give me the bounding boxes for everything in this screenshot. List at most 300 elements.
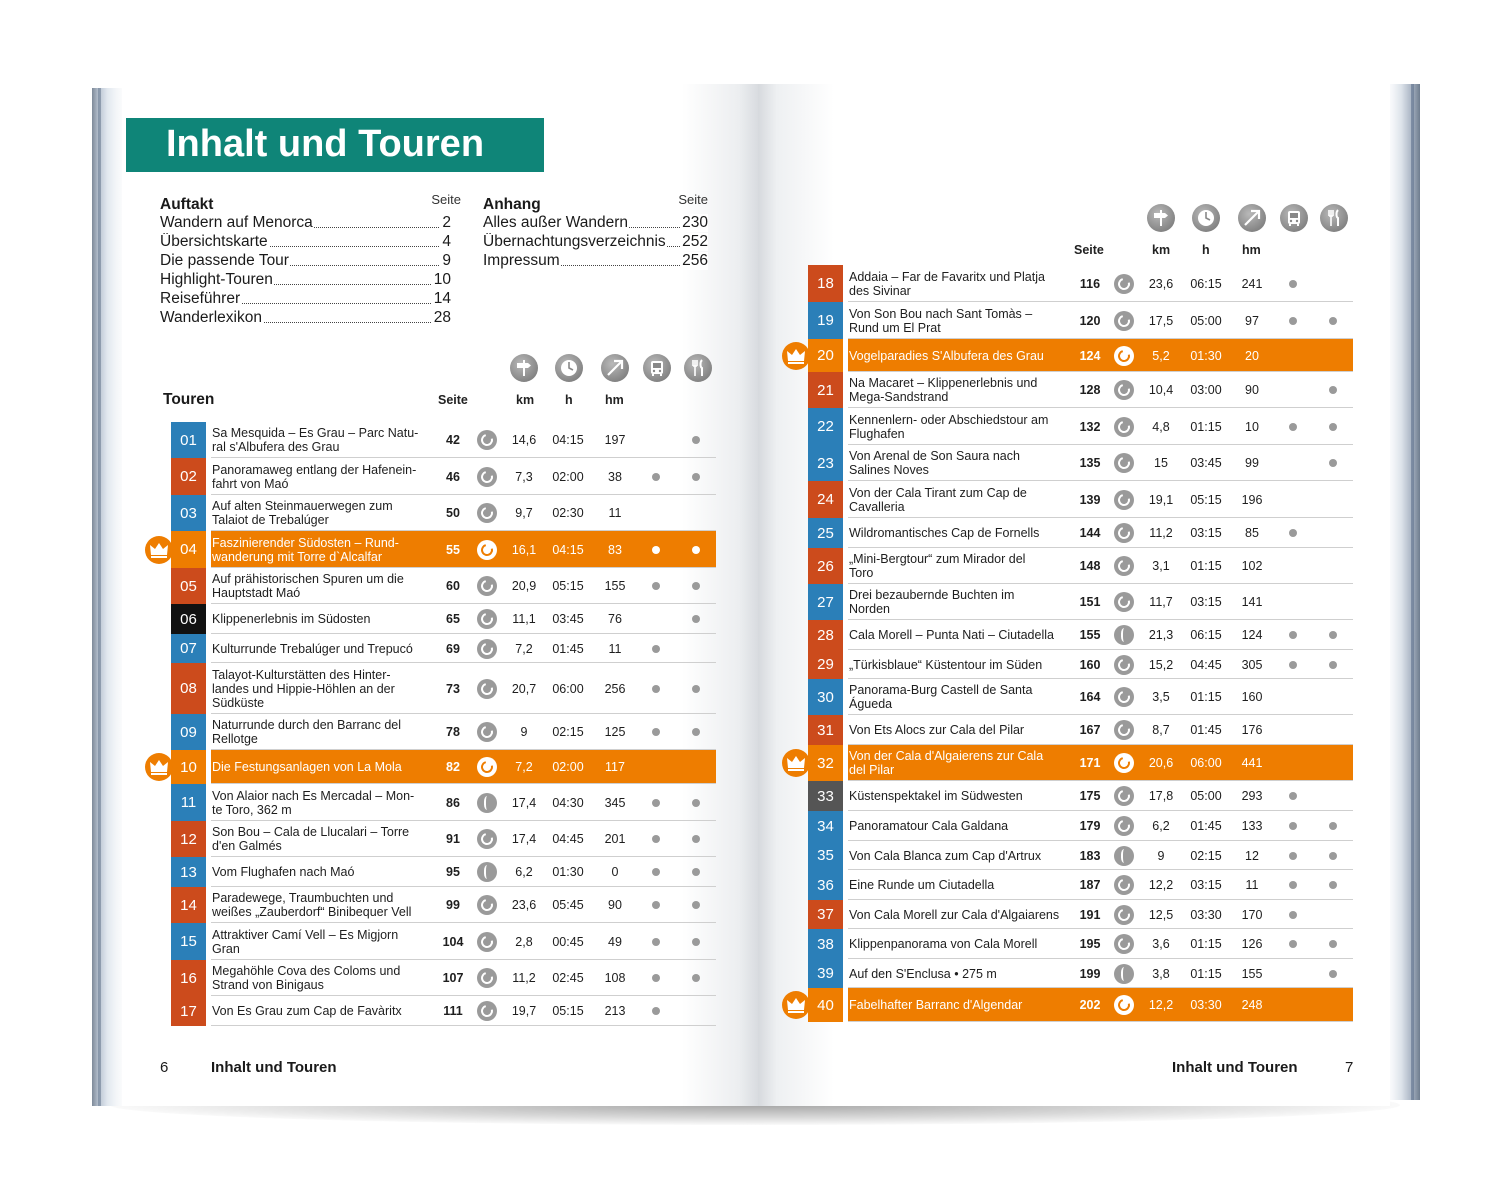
toc-auftakt-seite-label: Seite [431, 192, 461, 207]
highlight-crown-icon [782, 342, 810, 370]
bus-icon [643, 354, 671, 382]
tour-title: Fabelhafter Barranc d'Algendar [849, 998, 1023, 1012]
tour-km: 19,7 [511, 1004, 537, 1018]
tour-h: 03:45 [552, 612, 584, 626]
tour-row[interactable] [808, 620, 1353, 650]
tour-number: 29 [808, 650, 843, 679]
tour-hm: 11 [1245, 878, 1259, 892]
tour-hm: 160 [1241, 690, 1263, 704]
tour-hm: 76 [608, 612, 622, 626]
book-edge-right [1386, 84, 1420, 1100]
tour-title: Kulturrunde Trebalúger und Trepucó [212, 641, 413, 656]
tour-number: 09 [171, 714, 206, 750]
tour-hm: 85 [1245, 526, 1259, 540]
tour-page: 116 [1079, 276, 1101, 291]
food-available-dot [1329, 423, 1337, 431]
food-available-dot [692, 546, 700, 554]
tour-page: 187 [1079, 878, 1101, 892]
tour-h: 01:15 [1190, 937, 1222, 951]
clock-icon [555, 354, 583, 382]
tour-number: 24 [808, 481, 843, 518]
tour-h: 03:45 [1190, 456, 1222, 470]
tour-number: 22 [808, 408, 843, 445]
tour-page: 183 [1079, 848, 1101, 863]
tour-title: Vom Flughafen nach Maó [212, 865, 355, 879]
food-available-dot [1329, 940, 1337, 948]
tour-km: 16,1 [511, 542, 537, 557]
tour-number: 38 [808, 929, 843, 959]
tour-row[interactable] [808, 265, 1353, 302]
tour-h: 05:45 [552, 898, 584, 912]
bus-available-dot [652, 901, 660, 909]
tour-row[interactable] [808, 584, 1353, 620]
footer-right-page-number: 7 [1345, 1059, 1354, 1076]
one-way-route-icon [477, 862, 497, 882]
tour-title: „Mini-Bergtour“ zum Mirador del Toro [849, 552, 1026, 580]
tour-hm: 126 [1241, 937, 1263, 951]
tour-km: 3,6 [1152, 937, 1170, 951]
tour-h: 05:00 [1190, 313, 1222, 328]
toc-anhang-heading: Anhang [483, 196, 541, 213]
footer-left-page-number: 6 [160, 1059, 169, 1076]
tour-km: 11,1 [512, 612, 536, 626]
tour-title: Von der Cala Tirant zum Cap de Cavalleria [849, 485, 1027, 514]
tour-row[interactable] [171, 495, 716, 531]
tour-row[interactable] [808, 679, 1353, 715]
tour-number: 35 [808, 841, 843, 870]
tour-number: 10 [171, 750, 206, 784]
tour-h: 01:45 [1190, 723, 1222, 737]
toc-anhang [483, 192, 708, 286]
tour-km: 5,2 [1152, 348, 1170, 363]
tour-title: Von Son Bou nach Sant Tomàs – Rund um El Prat [849, 306, 1033, 335]
tour-number: 34 [808, 811, 843, 841]
tour-hm: 293 [1241, 789, 1263, 803]
tour-h: 04:45 [1190, 657, 1222, 672]
tour-page: 179 [1079, 819, 1101, 833]
tour-km: 14,6 [511, 433, 537, 447]
tour-hm: 49 [608, 934, 622, 949]
tour-row[interactable] [808, 339, 1353, 372]
bus-available-dot [1289, 631, 1297, 639]
tour-row[interactable] [808, 548, 1353, 584]
bus-available-dot [1289, 792, 1297, 800]
tour-row[interactable] [808, 870, 1353, 900]
bus-available-dot [652, 974, 660, 982]
title-banner [126, 118, 544, 172]
tour-km: 8,7 [1152, 723, 1170, 737]
tour-hm: 256 [604, 681, 626, 696]
tour-row[interactable] [808, 302, 1353, 339]
tour-hm: 201 [604, 832, 626, 846]
round-trip-icon [477, 722, 497, 742]
bus-icon [1280, 204, 1308, 232]
tour-row[interactable] [808, 481, 1353, 518]
bus-available-dot [652, 728, 660, 736]
highlight-crown-icon [782, 749, 810, 777]
food-available-dot [692, 473, 700, 481]
round-trip-icon [1114, 592, 1134, 612]
tour-title: Sa Mesquida – Es Grau – Parc Natu- ral s'Albufera des Grau [212, 426, 419, 454]
tour-page: 132 [1079, 419, 1101, 434]
tour-page: 135 [1079, 456, 1101, 470]
tour-row[interactable] [171, 784, 716, 821]
tour-page: 120 [1079, 313, 1101, 328]
tour-hm: 38 [608, 469, 622, 484]
round-trip-icon [477, 1001, 497, 1021]
tour-row[interactable] [808, 929, 1353, 959]
tour-hm: 125 [604, 725, 626, 739]
toc-entry [483, 252, 708, 271]
tour-h: 01:15 [1190, 966, 1222, 981]
toc-entry-page: 10 [433, 271, 451, 288]
tour-number: 12 [171, 821, 206, 857]
round-trip-icon [477, 829, 497, 849]
toc-entry-page: 252 [682, 233, 708, 250]
toc-entry [483, 214, 708, 233]
col-hm-right: hm [1242, 243, 1261, 257]
round-trip-icon [1114, 720, 1134, 740]
round-trip-icon [1114, 453, 1134, 473]
bus-available-dot [652, 582, 660, 590]
tour-km: 3,8 [1152, 966, 1170, 981]
tour-h: 01:30 [552, 865, 584, 879]
toc-entry-label: Alles außer Wandern [483, 214, 629, 231]
tour-hm: 197 [604, 433, 626, 447]
round-trip-icon [1114, 816, 1134, 836]
tour-number: 23 [808, 445, 843, 481]
tour-km: 12,2 [1148, 878, 1174, 892]
tour-title: Panoramatour Cala Galdana [849, 819, 1009, 833]
tour-title: Von Ets Alocs zur Cala del Pilar [849, 723, 1025, 737]
tour-row[interactable] [171, 857, 716, 887]
toc-entry-page: 4 [442, 233, 451, 250]
tour-hm: 11 [608, 506, 622, 520]
tour-hm: 441 [1241, 756, 1263, 770]
round-trip-icon [477, 430, 497, 450]
tour-number: 11 [171, 784, 206, 821]
tour-number: 37 [808, 900, 843, 929]
tour-page: 42 [446, 433, 460, 447]
tour-h: 05:15 [552, 1004, 584, 1018]
tour-row[interactable] [171, 458, 716, 495]
round-trip-icon [1114, 490, 1134, 510]
tour-number: 30 [808, 679, 843, 715]
tour-h: 04:15 [552, 542, 584, 557]
tour-number: 40 [808, 988, 843, 1022]
tour-km: 11,2 [1149, 526, 1173, 540]
toc-auftakt [160, 192, 461, 336]
round-trip-icon [477, 679, 497, 699]
tour-hm: 20 [1245, 348, 1259, 363]
tour-title: Die Festungsanlagen von La Mola [212, 760, 402, 774]
tour-number: 25 [808, 518, 843, 548]
tour-page: 175 [1079, 789, 1101, 803]
one-way-route-icon [1114, 625, 1134, 645]
bus-available-dot [652, 685, 660, 693]
tour-title: Auf den S'Enclusa • 275 m [849, 966, 997, 981]
tour-row[interactable] [808, 408, 1353, 445]
toc-entry-page: 28 [433, 309, 451, 326]
tour-h: 05:15 [1190, 492, 1222, 507]
tour-row[interactable] [171, 821, 716, 857]
tour-title: Paradewege, Traumbuchten und weißes „Zauberdorf“ Binibequer Vell [212, 891, 412, 919]
tour-hm: 124 [1241, 628, 1263, 642]
highlight-crown-icon [782, 991, 810, 1019]
tour-number: 33 [808, 781, 843, 811]
tour-h: 06:00 [1190, 756, 1222, 770]
round-trip-icon [477, 639, 497, 659]
tour-h: 06:15 [1190, 628, 1222, 642]
restaurant-icon [684, 354, 712, 382]
col-h-left: h [565, 393, 573, 407]
tour-km: 23,6 [1148, 276, 1174, 291]
tour-title: Küstenspektakel im Südwesten [849, 789, 1023, 803]
toc-entry-page: 2 [442, 214, 451, 231]
tour-title: Auf prähistorischen Spuren um die Hauptstadt Maó [212, 572, 404, 600]
tour-number: 17 [171, 996, 206, 1026]
bus-available-dot [1289, 881, 1297, 889]
tour-row[interactable] [808, 781, 1353, 811]
tour-row[interactable] [808, 900, 1353, 929]
tour-page: 139 [1079, 492, 1101, 507]
tour-page: 124 [1079, 348, 1101, 363]
tour-title: Klippenpanorama von Cala Morell [849, 937, 1038, 951]
toc-entry [160, 233, 451, 252]
tour-km: 6,2 [515, 865, 533, 879]
tour-km: 17,5 [1148, 313, 1174, 328]
tour-hm: 117 [605, 760, 625, 774]
tour-hm: 12 [1245, 848, 1259, 863]
tour-number: 21 [808, 372, 843, 408]
round-trip-icon [1114, 875, 1134, 895]
tour-row[interactable] [171, 750, 716, 784]
tour-h: 02:45 [552, 971, 584, 985]
tour-row[interactable] [808, 372, 1353, 408]
bus-available-dot [652, 645, 660, 653]
tour-title: „Türkisblaue“ Küstentour im Süden [849, 657, 1043, 672]
food-available-dot [692, 938, 700, 946]
round-trip-icon [1114, 995, 1134, 1015]
bus-available-dot [1289, 852, 1297, 860]
round-trip-icon [1114, 786, 1134, 806]
tour-page: 148 [1079, 559, 1101, 573]
tour-page: 160 [1079, 657, 1101, 672]
tour-hm: 99 [1245, 456, 1259, 470]
toc-entry [160, 271, 451, 290]
tour-row[interactable] [171, 887, 716, 923]
tour-km: 21,3 [1148, 628, 1174, 642]
tour-row[interactable] [171, 996, 716, 1026]
tour-page: 69 [446, 641, 460, 656]
toc-entry [160, 252, 451, 271]
tour-h: 06:15 [1190, 276, 1222, 291]
tour-km: 3,1 [1152, 559, 1170, 573]
toc-entry-label: Impressum [483, 252, 560, 269]
tour-h: 06:00 [552, 681, 584, 696]
food-available-dot [692, 901, 700, 909]
tour-title: Faszinierender Südosten – Rund- wanderung mit Torre d`Alcalfar [212, 535, 399, 564]
col-km-right: km [1152, 243, 1171, 257]
tour-row[interactable] [808, 988, 1353, 1022]
tour-hm: 10 [1245, 419, 1259, 434]
tour-km: 20,9 [511, 579, 537, 593]
tour-h: 02:15 [1190, 848, 1222, 863]
tour-page: 50 [446, 506, 460, 520]
tour-h: 02:00 [552, 760, 584, 774]
round-trip-icon [1114, 905, 1134, 925]
tour-row[interactable] [171, 714, 716, 750]
tour-hm: 170 [1241, 907, 1263, 922]
toc-entry-page: 14 [433, 290, 451, 307]
round-trip-icon [477, 576, 497, 596]
tour-km: 23,6 [511, 898, 537, 912]
tour-km: 15,2 [1148, 657, 1174, 672]
tour-km: 17,4 [511, 832, 537, 846]
tour-row[interactable] [808, 715, 1353, 745]
tour-row[interactable] [808, 445, 1353, 481]
tour-number: 18 [808, 265, 843, 302]
tour-title: Vogelparadies S'Albufera des Grau [849, 348, 1044, 363]
tour-row[interactable] [171, 531, 716, 568]
tour-page: 191 [1079, 907, 1101, 922]
tour-h: 03:30 [1190, 998, 1222, 1012]
tour-title: Attraktiver Camí Vell – Es Migjorn Gran [212, 927, 399, 956]
tour-number: 13 [171, 857, 206, 887]
food-available-dot [692, 582, 700, 590]
round-trip-icon [477, 540, 497, 560]
tour-km: 7,3 [515, 469, 533, 484]
tour-km: 2,8 [515, 934, 533, 949]
bus-available-dot [652, 938, 660, 946]
food-available-dot [692, 685, 700, 693]
tour-title: Von Alaior nach Es Mercadal – Mon- te Toro, 362 m [212, 788, 415, 817]
bus-available-dot [1289, 423, 1297, 431]
tour-page: 65 [446, 612, 460, 626]
tour-row[interactable] [808, 959, 1353, 988]
toc-entry [483, 233, 708, 252]
food-available-dot [1329, 661, 1337, 669]
toc-entry-page: 230 [682, 214, 708, 231]
tour-number: 02 [171, 458, 206, 495]
bus-available-dot [1289, 822, 1297, 830]
food-available-dot [1329, 631, 1337, 639]
tour-title: Von Es Grau zum Cap de Favàritx [212, 1004, 402, 1018]
book-edge-left [92, 88, 126, 1106]
tour-title: Von Cala Blanca zum Cap d'Artrux [849, 848, 1042, 863]
tour-row[interactable] [808, 811, 1353, 841]
round-trip-icon [1114, 934, 1134, 954]
tour-page: 73 [446, 681, 460, 696]
tour-hm: 0 [611, 865, 619, 879]
tour-hm: 108 [604, 971, 626, 985]
tour-hm: 102 [1241, 559, 1263, 573]
tour-number: 36 [808, 870, 843, 900]
toc-entry [160, 309, 451, 328]
round-trip-icon [1114, 311, 1134, 331]
tour-number: 26 [808, 548, 843, 584]
toc-entry-label: Übersichtskarte [160, 233, 268, 250]
tour-page: 60 [446, 579, 460, 593]
bus-available-dot [652, 546, 660, 554]
tour-row[interactable] [171, 960, 716, 996]
bus-available-dot [1289, 280, 1297, 288]
food-available-dot [692, 835, 700, 843]
food-available-dot [692, 974, 700, 982]
tour-number: 19 [808, 302, 843, 339]
tour-page: 82 [446, 760, 460, 774]
tour-h: 01:15 [1190, 559, 1222, 573]
tour-title: Cala Morell – Punta Nati – Ciutadella [849, 628, 1054, 642]
tour-h: 02:00 [552, 469, 584, 484]
tour-km: 10,4 [1148, 383, 1174, 397]
tour-page: 171 [1079, 756, 1101, 770]
page-title: Inhalt und Touren [166, 123, 485, 165]
tour-row[interactable] [171, 923, 716, 960]
bus-available-dot [652, 799, 660, 807]
tour-page: 99 [446, 898, 460, 912]
one-way-route-icon [477, 793, 497, 813]
tour-row[interactable] [171, 604, 716, 634]
tour-number: 03 [171, 495, 206, 531]
bus-available-dot [1289, 529, 1297, 537]
tour-km: 12,2 [1148, 998, 1174, 1012]
tour-title: Drei bezaubernde Buchten im Norden [849, 588, 1015, 616]
tour-page: 55 [446, 542, 460, 557]
tour-hm: 176 [1241, 723, 1263, 737]
tour-row[interactable] [171, 663, 716, 714]
tour-page: 151 [1079, 595, 1101, 609]
tour-row[interactable] [808, 650, 1353, 679]
tour-km: 6,2 [1152, 819, 1170, 833]
tour-number: 31 [808, 715, 843, 745]
tour-km: 9 [520, 725, 528, 739]
tour-km: 19,1 [1148, 492, 1174, 507]
tour-title: Auf alten Steinmauerwegen zum Talaiot de Trebalúger [212, 499, 393, 527]
tour-row[interactable] [808, 841, 1353, 870]
tour-km: 17,4 [511, 795, 537, 810]
tour-row[interactable] [171, 568, 716, 604]
toc-entry-label: Wanderlexikon [160, 309, 262, 326]
col-hm-left: hm [605, 393, 624, 407]
round-trip-icon [1114, 417, 1134, 437]
tour-km: 11,2 [512, 971, 536, 985]
footer-right-title: Inhalt und Touren [1172, 1059, 1298, 1076]
tour-hm: 213 [604, 1004, 626, 1018]
food-available-dot [1329, 386, 1337, 394]
tour-number: 08 [171, 663, 206, 714]
tour-row[interactable] [171, 634, 716, 663]
food-available-dot [1329, 822, 1337, 830]
tour-h: 03:15 [1190, 526, 1222, 540]
tour-title: Son Bou – Cala de Llucalari – Torre d'en Galmés [212, 825, 410, 853]
round-trip-icon [1114, 274, 1134, 294]
tour-row[interactable] [808, 745, 1353, 781]
tour-h: 02:30 [552, 506, 584, 520]
toc-entry-page: 9 [442, 252, 451, 269]
tour-h: 05:00 [1190, 789, 1222, 803]
tour-km: 9 [1157, 848, 1165, 863]
round-trip-icon [1114, 556, 1134, 576]
tour-row[interactable] [808, 518, 1353, 548]
tour-page: 104 [442, 934, 464, 949]
tour-h: 01:30 [1190, 348, 1222, 363]
tour-hm: 83 [608, 542, 622, 557]
tour-page: 195 [1079, 937, 1101, 951]
bus-available-dot [1289, 317, 1297, 325]
tour-row[interactable] [171, 422, 716, 458]
tour-hm: 248 [1241, 998, 1263, 1012]
